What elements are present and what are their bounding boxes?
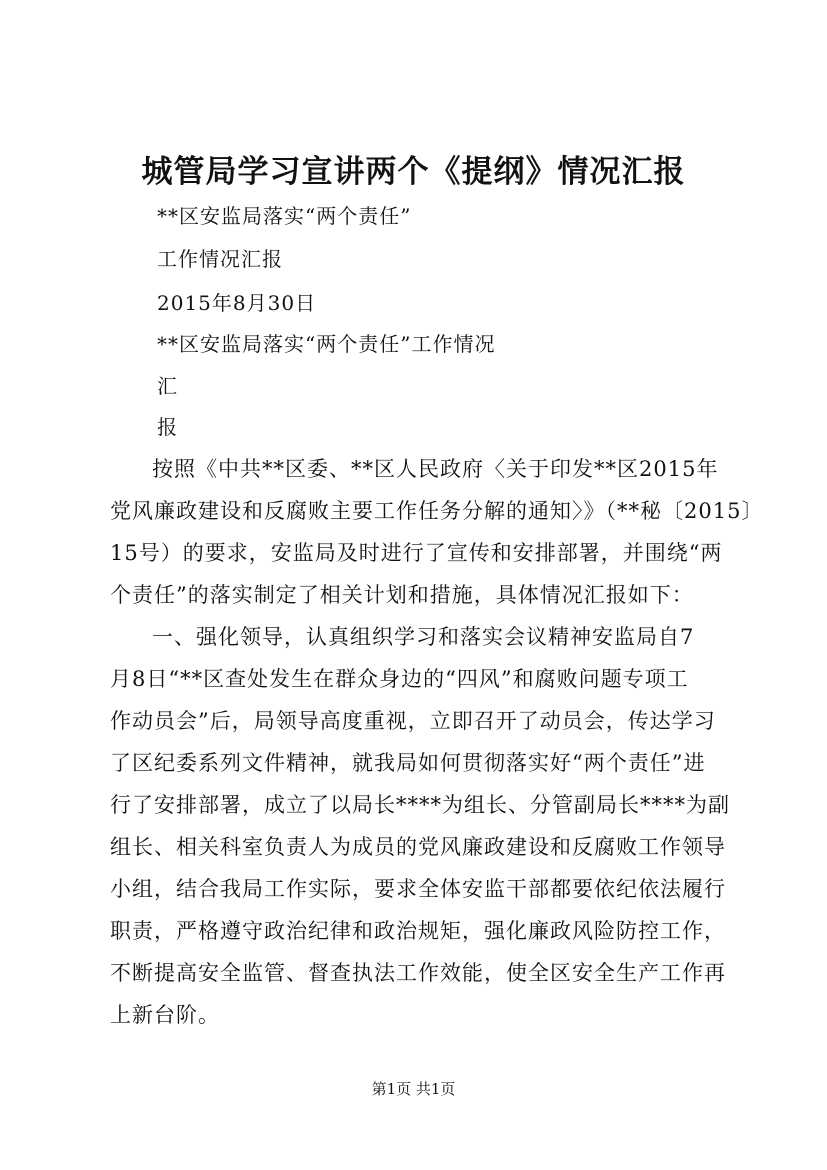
text-line: 15号）的要求，安监局及时进行了宣传和安排部署，并围绕“两: [110, 541, 723, 565]
text-line: 行了安排部署，成立了以局长****为组长、分管副局长****为副: [110, 793, 730, 817]
text-line: 作动员会”后，局领导高度重视，立即召开了动员会，传达学习: [110, 709, 716, 733]
text-line: 按照《中共**区委、**区人民政府〈关于印发**区2015年: [152, 457, 719, 481]
document-title: 城管局学习宣讲两个《提纲》情况汇报: [141, 154, 686, 190]
text-line: 党风廉政建设和反腐败主要工作任务分解的通知〉》（**秘〔2015〕: [110, 499, 764, 523]
header-line: 报: [157, 415, 178, 439]
text-line: 小组，结合我局工作实际，要求全体安监干部都要依纪依法履行: [110, 877, 726, 901]
text-line: 上新台阶。: [110, 1003, 220, 1027]
date-line: 2015年8月30日: [157, 291, 317, 315]
text-line: 不断提高安全监管、督查执法工作效能，使全区安全生产工作再: [110, 961, 726, 985]
text-line: 个责任”的落实制定了相关计划和措施，具体情况汇报如下：: [110, 583, 694, 607]
page-footer: 第1页 共1页: [371, 1080, 456, 1098]
header-line: **区安监局落实“两个责任”: [157, 204, 412, 228]
header-line: **区安监局落实“两个责任”工作情况: [157, 332, 496, 356]
header-line: 汇: [157, 374, 178, 398]
text-line: 组长、相关科室负责人为成员的党风廉政建设和反腐败工作领导: [110, 835, 726, 859]
paragraph-intro: [110, 448, 764, 616]
text-line: 月8日“**区查处发生在群众身边的“四风”和腐败问题专项工: [110, 667, 689, 691]
text-line: 职责，严格遵守政治纪律和政治规矩，强化廉政风险防控工作，: [110, 919, 726, 943]
text-line: 了区纪委系列文件精神，就我局如何贯彻落实好“两个责任”进: [110, 751, 706, 775]
paragraph-section-one: [110, 616, 733, 1036]
header-line: 工作情况汇报: [157, 247, 283, 271]
text-line: 一、强化领导，认真组织学习和落实会议精神安监局自7: [152, 625, 695, 649]
